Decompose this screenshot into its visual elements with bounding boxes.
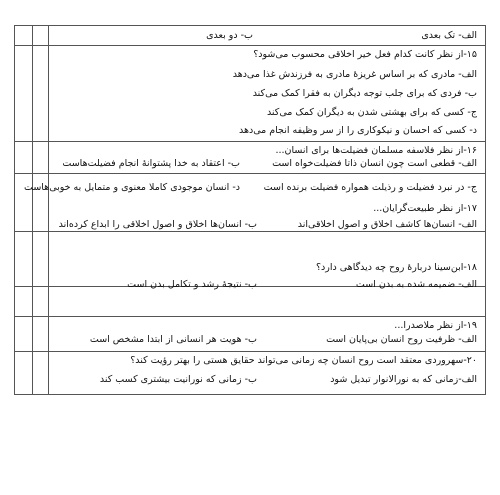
q15-option-c: ج- کسی که برای بهشتی شدن به دیگران کمک می‌کند	[266, 107, 477, 118]
score-column	[32, 26, 49, 394]
q15-question: ۱۵-از نظر کانت کدام فعل خیر اخلاقی محسوب می‌شود؟	[253, 49, 477, 60]
q20-option-a: الف-زمانی که به نورالانوار تبدیل شود	[330, 374, 477, 385]
grade-column	[15, 26, 33, 394]
q19-option-b: ب- هویت هر انسانی از ابتدا مشخص است	[89, 334, 257, 345]
q18-option-a: الف- ضمیمه شده به بدن است	[355, 279, 477, 290]
q16-option-c: ج- در نبرد فضیلت و رذیلت همواره فضیلت برنده است	[263, 182, 477, 193]
q15-option-d: د- کسی که احسان و نیکوکاری را از سر وظیفه انجام می‌دهد	[239, 125, 477, 136]
q17-option-b: ب- انسان‌ها اخلاق و اصول اخلاقی را ابداع کرده‌اند	[58, 219, 257, 230]
row-divider	[15, 351, 485, 352]
q16-option-b: ب- اعتقاد به خدا پشتوانهٔ انجام فضیلت‌هاست	[62, 158, 240, 169]
q14-option-a: الف- تک بعدی	[421, 30, 477, 41]
q15-option-a: الف- مادری که بر اساس غریزهٔ مادری به فرزندش غذا می‌دهد	[232, 69, 477, 80]
row-divider	[15, 45, 485, 46]
q14-option-b: ب- دو بعدی	[206, 30, 253, 41]
q20-option-b: ب- زمانی که نورانیت بیشتری کسب کند	[99, 374, 257, 385]
row-divider	[15, 173, 485, 174]
q16-option-d: د- انسان موجودی کاملا معنوی و متمایل به خوبی‌هاست	[24, 182, 240, 193]
q18-option-b: ب- نتیجهٔ رشد و تکامل بدن است	[127, 279, 257, 290]
q19-option-a: الف- ظرفیت روح انسان بی‌پایان است	[326, 334, 477, 345]
q16-question: ۱۶-از نظر فلاسفه مسلمان فضیلت‌ها برای انسان...	[275, 145, 477, 156]
q19-question: ۱۹-از نظر ملاصدرا...	[394, 320, 477, 331]
q18-question: ۱۸-ابن‌سینا دربارهٔ روح چه دیدگاهی دارد؟	[316, 262, 477, 273]
q15-option-b: ب- فردی که برای جلب توجه دیگران به فقرا کمک می‌کند	[252, 88, 477, 99]
q17-option-a: الف- انسان‌ها کاشف اخلاق و اصول اخلاقی‌اند	[297, 219, 477, 230]
q20-question: ۲۰-سهروردی معتقد است روح انسان چه زمانی می‌تواند حقایق هستی را بهتر رؤیت کند؟	[130, 355, 477, 366]
row-divider	[15, 141, 485, 142]
q16-option-a: الف- قطعی است چون انسان ذاتا فضیلت‌خواه است	[272, 158, 477, 169]
q17-question: ۱۷-از نظر طبیعت‌گرایان...	[373, 203, 477, 214]
row-divider	[15, 316, 485, 317]
exam-table	[14, 25, 486, 395]
